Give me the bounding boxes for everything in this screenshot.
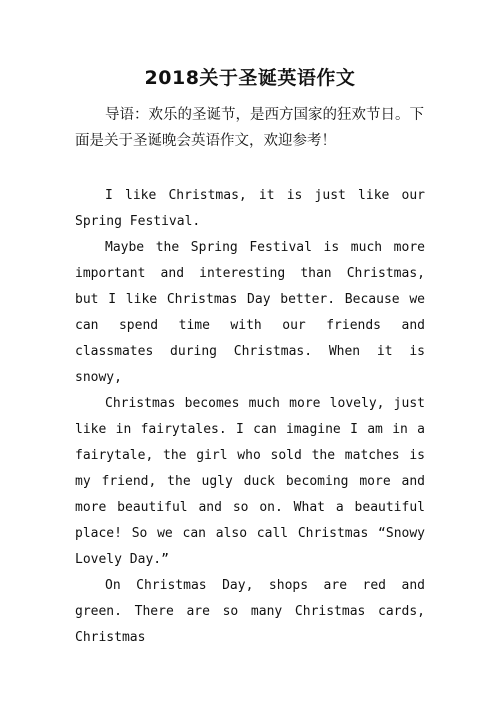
document-title: 2018关于圣诞英语作文 bbox=[144, 67, 356, 89]
essay-paragraph-1: I like Christmas, it is just like our Spring Festival. bbox=[75, 188, 425, 229]
essay-paragraph-2: Maybe the Spring Festival is much more important and interesting than Christmas, but I like Christmas Day better. Because we can spend time with our friends and classmates during Christmas. When it is snowy, bbox=[75, 240, 425, 385]
intro-paragraph: 导语：欢乐的圣诞节，是西方国家的狂欢节日。下面是关于圣诞晚会英语作文，欢迎参考！ bbox=[75, 107, 424, 149]
essay-body bbox=[75, 183, 425, 651]
essay-paragraph-3: Christmas becomes much more lovely, just like in fairytales. I can imagine I am in a fairytale, the girl who sold the matches is my friend, the ugly duck becoming more and more beautiful and so on. What a beautiful place! So we can also call Christmas “Snowy Lovely Day.” bbox=[75, 396, 425, 567]
essay-paragraph-4: On Christmas Day, shops are red and green. There are so many Christmas cards, Christmas bbox=[75, 578, 425, 645]
